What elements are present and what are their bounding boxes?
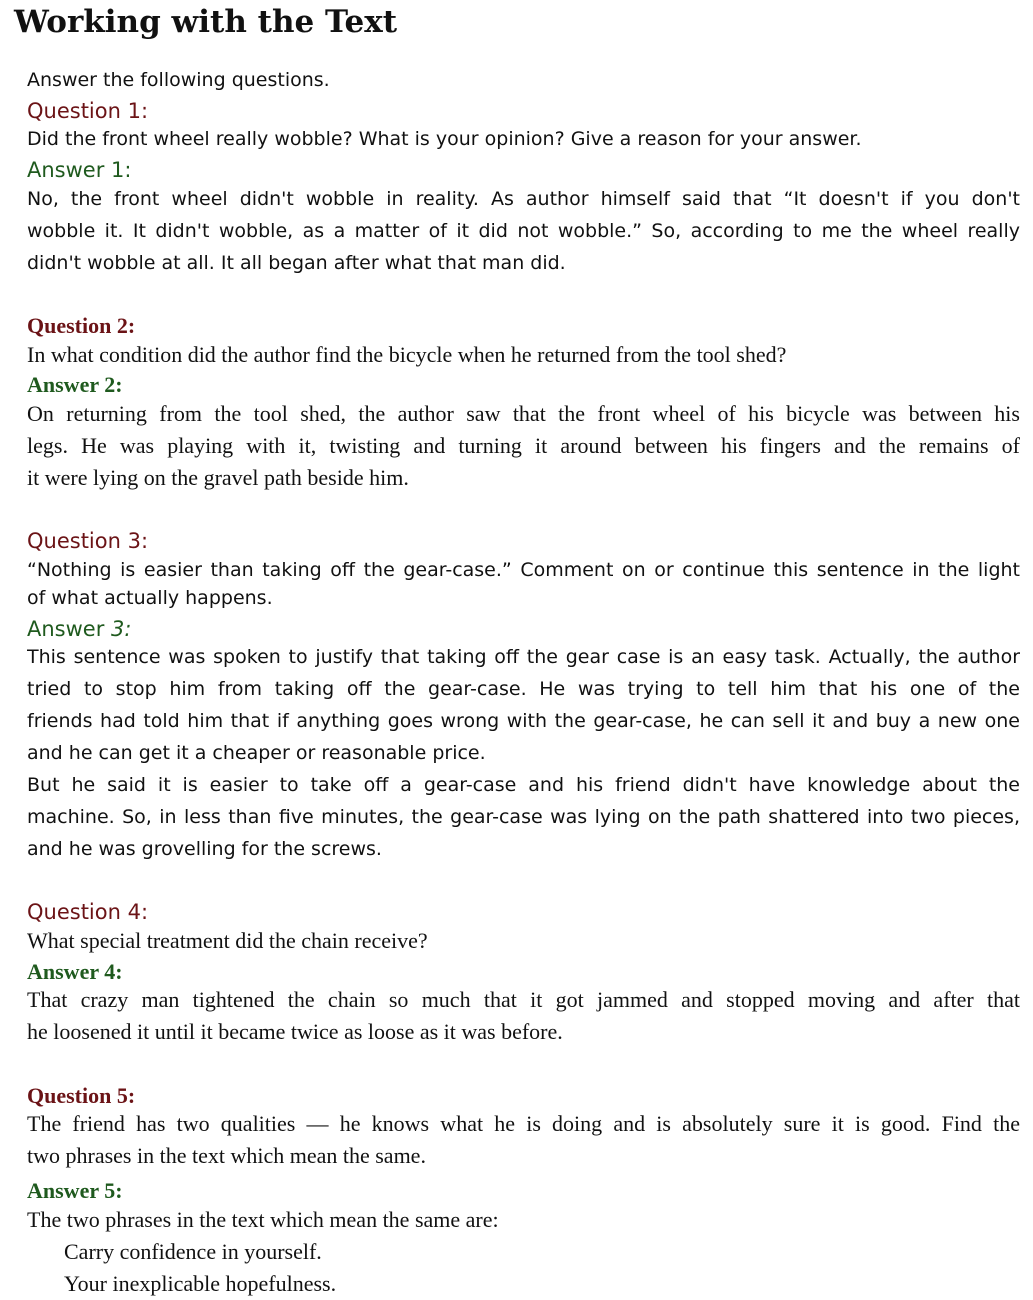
- answer-3-line: tried to stop him from taking off the gear-case. He was trying to tell him that his one of the: [27, 678, 1020, 700]
- answer-4-line: he loosened it until it became twice as loose as it was before.: [27, 1019, 563, 1044]
- answer-2-line: it were lying on the gravel path beside him.: [27, 465, 409, 490]
- question-3-text: “Nothing is easier than taking off the gear-case.” Comment on or continue this sentence in the light: [27, 559, 1020, 581]
- answer-1-line: didn't wobble at all. It all began after what that man did.: [27, 252, 566, 274]
- answer-4-label: Answer 4:: [27, 959, 123, 984]
- answer-5-phrase: Carry confidence in yourself.: [64, 1239, 322, 1264]
- answer-3-line: and he was grovelling for the screws.: [27, 838, 382, 860]
- answer-1-label: Answer 1:: [27, 158, 132, 182]
- answer-3-line: But he said it is easier to take off a gear-case and his friend didn't have knowledge about the: [27, 774, 1020, 796]
- question-1-text: Did the front wheel really wobble? What is your opinion? Give a reason for your answer.: [27, 128, 862, 150]
- question-3-text: of what actually happens.: [27, 587, 273, 609]
- answer-3-label-number: 3:: [111, 617, 132, 641]
- answer-1-line: wobble it. It didn't wobble, as a matter of it did not wobble.” So, according to me the wheel really: [27, 220, 1020, 242]
- answer-3-line: This sentence was spoken to justify that taking off the gear case is an easy task. Actually, the author: [27, 646, 1020, 668]
- question-2-label: Question 2:: [27, 313, 136, 338]
- question-1-label: Question 1:: [27, 99, 149, 123]
- question-3-label: Question 3:: [27, 529, 149, 553]
- answer-2-line: legs. He was playing with it, twisting and turning it around between his fingers and the remains of: [27, 433, 1020, 458]
- answer-2-line: On returning from the tool shed, the author saw that the front wheel of his bicycle was between his: [27, 401, 1020, 426]
- answer-5-phrase: Your inexplicable hopefulness.: [64, 1271, 337, 1296]
- question-5-label: Question 5:: [27, 1083, 136, 1108]
- answer-1-line: No, the front wheel didn't wobble in reality. As author himself said that “It doesn't if you don't: [27, 188, 1020, 210]
- answer-3-line: and he can get it a cheaper or reasonable price.: [27, 742, 486, 764]
- answer-5-label: Answer 5:: [27, 1178, 123, 1203]
- instructions: Answer the following questions.: [27, 69, 330, 91]
- answer-3-line: machine. So, in less than five minutes, the gear-case was lying on the path shattered into two pieces,: [27, 806, 1020, 828]
- answer-5-intro: The two phrases in the text which mean the same are:: [27, 1207, 499, 1232]
- page-title: Working with the Text: [14, 4, 398, 40]
- question-4-text: What special treatment did the chain receive?: [27, 928, 428, 953]
- question-2-text: In what condition did the author find the bicycle when he returned from the tool shed?: [27, 342, 787, 367]
- question-5-text: two phrases in the text which mean the same.: [27, 1143, 426, 1168]
- question-4-label: Question 4:: [27, 900, 149, 924]
- answer-3-label-word: Answer: [27, 617, 105, 641]
- answer-2-label: Answer 2:: [27, 372, 123, 397]
- answer-4-line: That crazy man tightened the chain so much that it got jammed and stopped moving and after that: [27, 987, 1020, 1012]
- answer-3-line: friends had told him that if anything goes wrong with the gear-case, he can sell it and buy a new one: [27, 710, 1020, 732]
- question-5-text: The friend has two qualities — he knows what he is doing and is absolutely sure it is good. Find the: [27, 1111, 1020, 1136]
